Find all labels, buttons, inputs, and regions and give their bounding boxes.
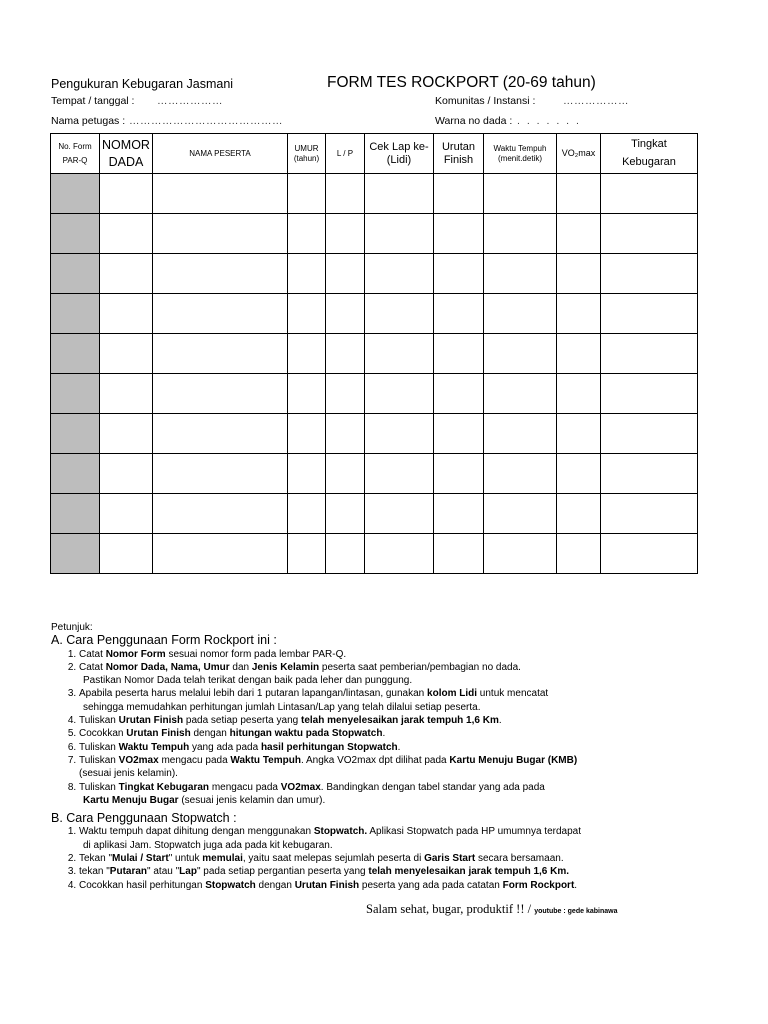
table-cell[interactable] <box>484 254 557 294</box>
urutan-line1: Urutan <box>441 140 476 153</box>
table-cell[interactable] <box>153 294 288 334</box>
list-item: 3. tekan "Putaran" atau "Lap" pada setiap pergantian peserta yang telah menyelesaikan jarak tempuh 1,6 Km. <box>79 865 741 878</box>
urutan-line2: Finish <box>443 153 474 166</box>
place-date-label: Tempat / tanggal : <box>51 95 135 107</box>
table-cell[interactable] <box>434 454 484 494</box>
table-cell[interactable] <box>434 294 484 334</box>
table-cell[interactable] <box>288 214 326 254</box>
list-item: 2. Tekan "Mulai / Start" untuk memulai, yaitu saat melepas sejumlah peserta di Garis Start secara bersamaan. <box>79 852 741 865</box>
umur-line2: (tahun) <box>293 153 320 163</box>
cek-lap-line1: Cek Lap ke- <box>369 140 429 153</box>
table-cell[interactable] <box>365 174 434 214</box>
col-header-vo2max: VO₂max <box>557 134 601 174</box>
table-cell[interactable] <box>484 414 557 454</box>
greeting-text: Salam sehat, bugar, produktif !! / <box>366 902 532 916</box>
col-header-no-form <box>51 134 100 174</box>
table-cell[interactable] <box>288 414 326 454</box>
nomor-line2: DADA <box>108 155 144 169</box>
table-cell[interactable] <box>365 494 434 534</box>
list-item: 6. Tuliskan Waktu Tempuh yang ada pada hasil perhitungan Stopwatch. <box>79 741 741 754</box>
table-cell[interactable] <box>601 214 698 254</box>
table-row <box>51 494 698 534</box>
table-cell[interactable] <box>557 374 601 414</box>
table-cell[interactable] <box>288 494 326 534</box>
table-cell[interactable] <box>434 494 484 534</box>
table-cell[interactable] <box>601 174 698 214</box>
table-cell[interactable] <box>153 534 288 574</box>
table-row <box>51 414 698 454</box>
col-header-cek-lap <box>365 134 434 174</box>
table-cell[interactable] <box>326 254 365 294</box>
table-cell[interactable] <box>100 494 153 534</box>
table-cell[interactable] <box>365 334 434 374</box>
table-cell[interactable] <box>484 534 557 574</box>
table-header-row <box>51 134 698 174</box>
table-row <box>51 374 698 414</box>
cek-lap-line2: (Lidi) <box>386 153 412 166</box>
table-cell[interactable] <box>484 374 557 414</box>
table-cell[interactable] <box>557 214 601 254</box>
table-cell[interactable] <box>100 414 153 454</box>
table-cell[interactable] <box>100 174 153 214</box>
no-form-line2: PAR-Q <box>62 155 88 165</box>
place-date-field <box>51 95 223 107</box>
table-cell[interactable] <box>557 534 601 574</box>
table-row <box>51 534 698 574</box>
tingkat-line1: Tingkat <box>631 138 667 151</box>
table-cell[interactable] <box>365 374 434 414</box>
table-cell[interactable] <box>326 374 365 414</box>
table-cell[interactable] <box>153 374 288 414</box>
officer-name-dots: …………………………………… <box>129 115 283 127</box>
table-row <box>51 174 698 214</box>
youtube-credit: youtube : gede kabinawa <box>534 908 618 915</box>
table-cell[interactable] <box>601 254 698 294</box>
col-header-nomor-dada <box>100 134 153 174</box>
table-cell[interactable] <box>288 254 326 294</box>
table-cell[interactable] <box>326 454 365 494</box>
table-cell[interactable] <box>557 494 601 534</box>
table-cell[interactable] <box>288 294 326 334</box>
list-item: 4. Tuliskan Urutan Finish pada setiap peserta yang telah menyelesaikan jarak tempuh 1,6 Km. <box>79 714 741 727</box>
table-cell[interactable] <box>365 254 434 294</box>
table-cell[interactable] <box>100 254 153 294</box>
section-a-list <box>51 648 741 808</box>
table-cell[interactable] <box>557 414 601 454</box>
community-field <box>435 95 629 107</box>
table-cell[interactable] <box>434 254 484 294</box>
table-cell[interactable] <box>100 294 153 334</box>
table-cell[interactable] <box>100 534 153 574</box>
instructions <box>51 621 741 892</box>
table-cell[interactable] <box>365 294 434 334</box>
table-cell[interactable] <box>100 334 153 374</box>
list-item: 7. Tuliskan VO2max mengacu pada Waktu Tempuh. Angka VO2max dpt dilihat pada Kartu Menuju Bugar (KMB) (sesuai jenis kelamin). <box>79 754 741 781</box>
table-cell[interactable] <box>484 174 557 214</box>
table-cell[interactable] <box>557 294 601 334</box>
table-cell[interactable] <box>601 294 698 334</box>
par-q-cell[interactable] <box>51 454 100 494</box>
par-q-cell[interactable] <box>51 374 100 414</box>
place-date-dots: ……………… <box>157 95 223 107</box>
table-cell[interactable] <box>557 334 601 374</box>
chest-color-field <box>435 115 581 127</box>
section-b-list <box>51 825 741 891</box>
table-cell[interactable] <box>326 534 365 574</box>
participant-table <box>50 133 698 574</box>
list-item: 1. Catat Nomor Form sesuai nomor form pada lembar PAR-Q. <box>79 648 741 661</box>
officer-name-field <box>51 115 283 127</box>
list-item: 3. Apabila peserta harus melalui lebih dari 1 putaran lapangan/lintasan, gunakan kolom Lidi untuk mencatat sehingga memudahkan perhitungan jumlah Lintasan/Lap yang telah dilalui setiap peserta. <box>79 687 741 714</box>
table-cell[interactable] <box>601 334 698 374</box>
col-header-nama: NAMA PESERTA <box>153 134 288 174</box>
col-header-tingkat <box>601 134 698 174</box>
list-item: 1. Waktu tempuh dapat dihitung dengan menggunakan Stopwatch. Aplikasi Stopwatch pada HP umumnya terdapat di aplikasi Jam. Stopwatch juga ada pada kit kebugaran. <box>79 825 741 852</box>
instructions-label: Petunjuk: <box>51 622 93 633</box>
par-q-cell[interactable] <box>51 214 100 254</box>
table-row <box>51 254 698 294</box>
table-cell[interactable] <box>153 174 288 214</box>
table-cell[interactable] <box>153 454 288 494</box>
par-q-cell[interactable] <box>51 254 100 294</box>
table-cell[interactable] <box>365 454 434 494</box>
form-title: FORM TES ROCKPORT (20-69 tahun) <box>327 74 596 91</box>
table-cell[interactable] <box>484 214 557 254</box>
list-item: 8. Tuliskan Tingkat Kebugaran mengacu pada VO2max. Bandingkan dengan tabel standar yang ada pada Kartu Menuju Bugar (sesuai jenis kelamin dan umur). <box>79 781 741 808</box>
table-row <box>51 294 698 334</box>
table-cell[interactable] <box>484 494 557 534</box>
table-cell[interactable] <box>153 334 288 374</box>
col-header-umur <box>288 134 326 174</box>
table-cell[interactable] <box>434 414 484 454</box>
table-cell[interactable] <box>100 214 153 254</box>
form-subject: Pengukuran Kebugaran Jasmani <box>51 77 234 91</box>
waktu-line2: (menit.detik) <box>497 153 542 163</box>
table-cell[interactable] <box>557 454 601 494</box>
umur-line1: UMUR <box>294 144 319 154</box>
par-q-cell[interactable] <box>51 294 100 334</box>
officer-name-label: Nama petugas : <box>51 115 126 127</box>
section-a-title: A. Cara Penggunaan Form Rockport ini : <box>51 633 277 648</box>
section-b-title: B. Cara Penggunaan Stopwatch : <box>51 811 237 826</box>
table-cell[interactable] <box>557 254 601 294</box>
footer-signature <box>366 902 617 917</box>
table-cell[interactable] <box>601 374 698 414</box>
table-cell[interactable] <box>365 414 434 454</box>
col-header-waktu-tempuh <box>484 134 557 174</box>
table-cell[interactable] <box>153 494 288 534</box>
par-q-cell[interactable] <box>51 334 100 374</box>
table-cell[interactable] <box>484 294 557 334</box>
table-cell[interactable] <box>434 214 484 254</box>
table-cell[interactable] <box>484 454 557 494</box>
par-q-cell[interactable] <box>51 414 100 454</box>
waktu-line1: Waktu Tempuh <box>493 144 547 154</box>
col-header-lp: L / P <box>326 134 365 174</box>
table-cell[interactable] <box>326 334 365 374</box>
table-cell[interactable] <box>601 534 698 574</box>
table-cell[interactable] <box>365 214 434 254</box>
table-cell[interactable] <box>288 174 326 214</box>
col-header-urutan-finish <box>434 134 484 174</box>
table-cell[interactable] <box>326 414 365 454</box>
table-cell[interactable] <box>601 494 698 534</box>
chest-color-dots: . . . . . . . <box>517 115 581 127</box>
list-item: 5. Cocokkan Urutan Finish dengan hitungan waktu pada Stopwatch. <box>79 727 741 740</box>
table-cell[interactable] <box>153 414 288 454</box>
nomor-line1: NOMOR <box>102 137 150 152</box>
table-row <box>51 334 698 374</box>
table-cell[interactable] <box>288 534 326 574</box>
table-cell[interactable] <box>288 334 326 374</box>
par-q-cell[interactable] <box>51 174 100 214</box>
par-q-cell[interactable] <box>51 494 100 534</box>
table-cell[interactable] <box>434 334 484 374</box>
table-cell[interactable] <box>434 534 484 574</box>
table-cell[interactable] <box>326 174 365 214</box>
table-cell[interactable] <box>601 414 698 454</box>
table-cell[interactable] <box>557 174 601 214</box>
community-label: Komunitas / Instansi : <box>435 95 536 107</box>
par-q-cell[interactable] <box>51 534 100 574</box>
table-cell[interactable] <box>288 454 326 494</box>
table-cell[interactable] <box>288 374 326 414</box>
table-cell[interactable] <box>484 334 557 374</box>
table-cell[interactable] <box>601 454 698 494</box>
table-cell[interactable] <box>434 174 484 214</box>
table-cell[interactable] <box>153 254 288 294</box>
chest-color-label: Warna no dada : <box>435 115 513 127</box>
table-cell[interactable] <box>326 494 365 534</box>
table-row <box>51 214 698 254</box>
community-dots: ……………… <box>563 95 629 107</box>
table-cell[interactable] <box>326 294 365 334</box>
table-cell[interactable] <box>434 374 484 414</box>
table-cell[interactable] <box>100 374 153 414</box>
table-row <box>51 454 698 494</box>
list-item: 4. Cocokkan hasil perhitungan Stopwatch dengan Urutan Finish peserta yang ada pada catatan Form Rockport. <box>79 879 741 892</box>
table-cell[interactable] <box>100 454 153 494</box>
no-form-line1: No. Form <box>58 142 92 152</box>
table-cell[interactable] <box>365 534 434 574</box>
list-item: 2. Catat Nomor Dada, Nama, Umur dan Jenis Kelamin peserta saat pemberian/pembagian no dada. Pastikan Nomor Dada telah terikat dengan baik pada leher dan punggung. <box>79 661 741 688</box>
tingkat-line2: Kebugaran <box>622 156 676 168</box>
table-cell[interactable] <box>153 214 288 254</box>
table-cell[interactable] <box>326 214 365 254</box>
